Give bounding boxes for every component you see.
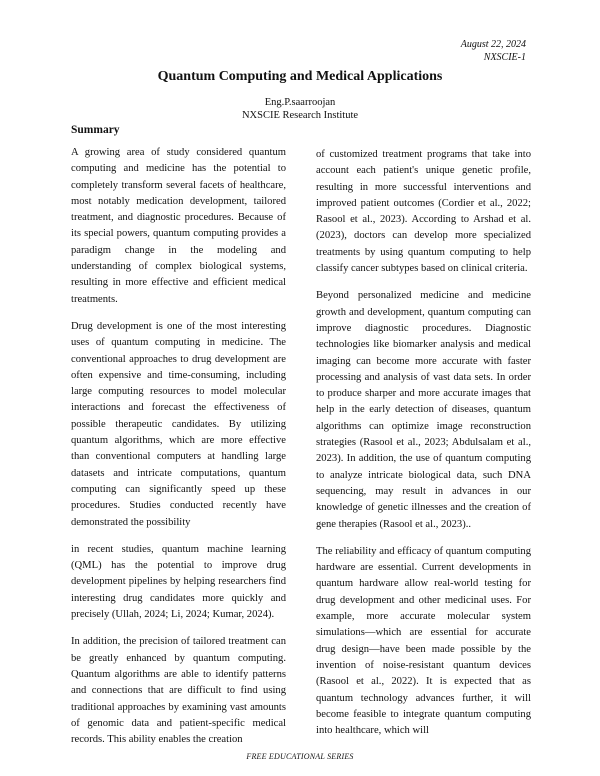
- paper-title: Quantum Computing and Medical Applications: [157, 69, 443, 84]
- paragraph: Beyond personalized medicine and medicine growth and development, quantum computing can improve diagnostic procedures. Diagnostic technologies like biomarker analysis and medical imaging can become more accurate with faster processing and analysis of vast data sets. In order to produce sharper and more accurate images that help in the early detection of diseases, quantum algorithms can optimize image reconstruction strategies (Rasool et al., 2023; Abdulsalam et al., 2023). In addition, the use of quantum computing to analyze intricate biological data, such DNA sequencing, may result in advances in our knowledge of genetic illnesses and the creation of gene therapies (Rasool et al., 2023)..: [316, 290, 531, 530]
- author-affiliation: NXSCIE Research Institute: [241, 110, 359, 121]
- paragraph: Drug development is one of the most interesting uses of quantum computing in medicine. The conventional approaches to drug development are often expensive and time-consuming, including large computing resources to model molecular interactions and forecast the effectiveness of possible therapeutic candidates. By utilizing quantum algorithms, which are more effective than conventional computers at handling large datasets and intricate computations, quantum computing can significantly speed up these procedures. Studies conducted recently have demonstrated the possibility: [71, 320, 286, 528]
- paragraph: In addition, the precision of tailored treatment can be greatly enhanced by quantum computing. Quantum algorithms are able to identify patterns and connections that are difficult to find using traditional approaches by examining vast amounts of genomic data and patient-specific medical records. This ability enables the creation: [71, 636, 286, 746]
- paragraph: of customized treatment programs that take into account each patient's unique genetic profile, resulting in more successful interventions and improved patient outcomes (Cordier et al., 2022; Rasool et al., 2023). According to Arshad et al. (2023), doctors can develop more specialized treatments by using quantum computing to help classify cancer subtypes based on clinical criteria.: [316, 149, 531, 275]
- author-block: [0, 96, 600, 122]
- page-footer: FREE EDUCATIONAL SERIES: [246, 752, 354, 761]
- header-meta: [461, 38, 526, 64]
- left-column: [71, 145, 286, 759]
- author-name: Eng.P.saarroojan: [264, 97, 336, 108]
- paragraph: The reliability and efficacy of quantum computing hardware are essential. Current developments in quantum hardware allow real-world testing for drug development and other medicinal uses. For example, more accurate molecular system simulations—which are essential for accurate drug design—have been made possible by the invention of noise-resistant quantum devices (Rasool et al., 2022). It is expected that as quantum technology advances further, it will become feasible to integrate quantum computing into healthcare, which will: [316, 545, 531, 737]
- paragraph: A growing area of study considered quantum computing and medicine has the potential to completely transform several facets of healthcare, most notably medication development, tailored treatment, and diagnostic procedures. Because of its special powers, quantum computing provides a paradigm change in the modeling and understanding of complex biological systems, resulting in more effective and efficient medical treatments.: [71, 147, 286, 305]
- header-date: August 22, 2024: [460, 39, 526, 50]
- header-code: NXSCIE-1: [483, 52, 526, 63]
- paragraph: in recent studies, quantum machine learning (QML) has the potential to improve drug development pipelines by helping researchers find interesting drug candidates more quickly and precisely (Ullah, 2024; Li, 2024; Kumar, 2024).: [71, 543, 286, 621]
- right-column: [316, 147, 531, 750]
- section-heading-summary: Summary: [71, 124, 120, 136]
